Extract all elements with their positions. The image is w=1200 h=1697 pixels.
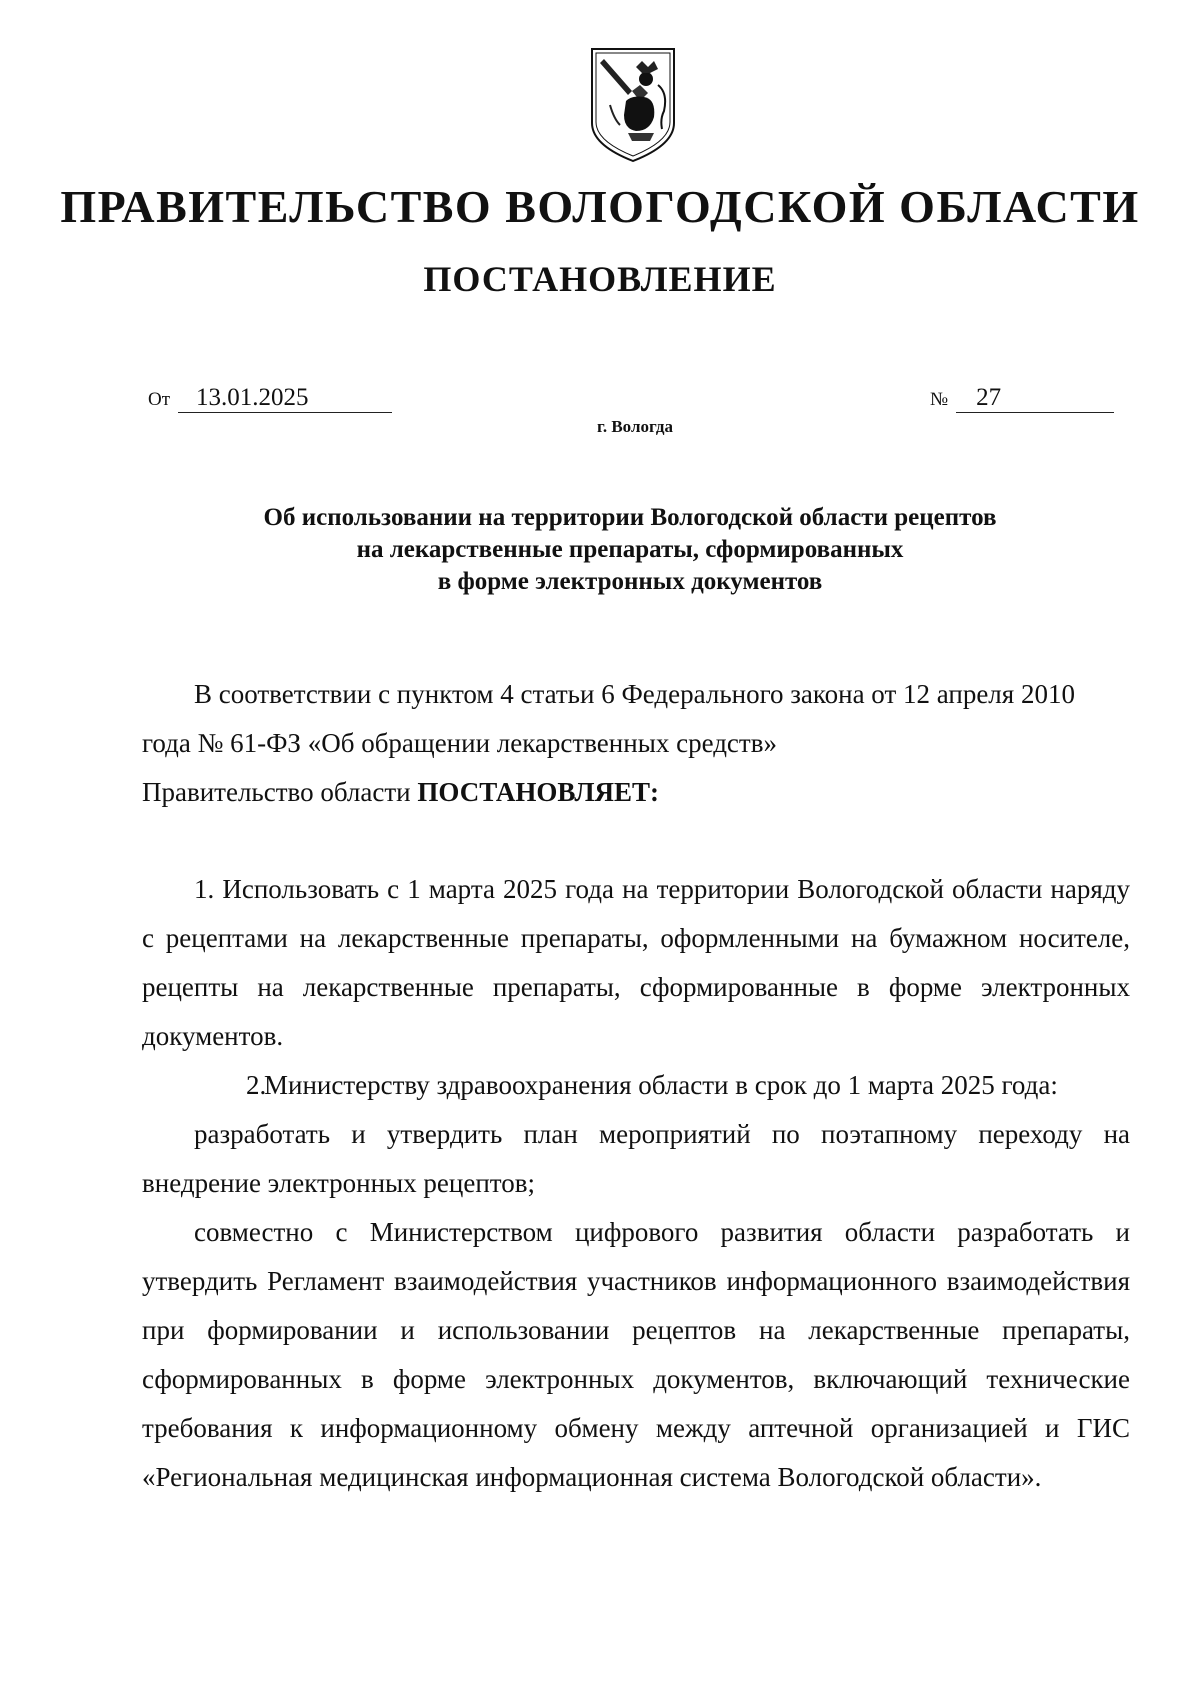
organization-title: ПРАВИТЕЛЬСТВО ВОЛОГОДСКОЙ ОБЛАСТИ <box>60 181 1140 232</box>
subject-line: на лекарственные препараты, сформированных <box>356 536 904 563</box>
date-label: От <box>148 389 171 410</box>
document-date-block <box>148 384 392 413</box>
item-2-subitem: разработать и утвердить план мероприятий по поэтапному переходу на внедрение электронных рецептов; <box>142 1119 1130 1198</box>
subject-line: в форме электронных документов <box>437 568 823 595</box>
preamble-line: года № 61-ФЗ «Об обращении лекарственных средств» <box>142 728 777 758</box>
document-city: г. Вологда <box>597 417 673 436</box>
decree-word: ПОСТАНОВЛЯЕТ: <box>417 777 659 807</box>
item-2-subitem: совместно с Министерством цифрового развития области разработать и утвердить Регламент взаимодействия участников информационного взаимодействия при формировании и использовании рецептов на лекарственные препараты, сформированных в форме электронных документов, включающий технические требования к информационному обмену между аптечной организацией и ГИС «Региональная медицинская информационная система Вологодской области». <box>142 1217 1130 1492</box>
item-2-text: Министерству здравоохранения области в срок до 1 марта 2025 года: <box>264 1070 1058 1100</box>
preamble-subject: Правительство области <box>142 777 418 807</box>
item-2 <box>142 1061 1130 1110</box>
number-label: № <box>930 389 949 410</box>
preamble-decree-line <box>142 768 1130 817</box>
preamble <box>142 670 1130 817</box>
decree-items <box>142 865 1130 1502</box>
item-2-number: 2. <box>246 1070 267 1100</box>
coat-of-arms-icon <box>588 45 678 165</box>
preamble-line: В соответствии с пунктом 4 статьи 6 Федерального закона от 12 апреля 2010 <box>194 679 1075 709</box>
document-type-title: ПОСТАНОВЛЕНИЕ <box>423 259 777 299</box>
document-subject <box>150 502 1110 598</box>
document-number-block <box>930 384 1114 413</box>
document-number: 27 <box>956 384 1114 413</box>
document-date: 13.01.2025 <box>178 384 392 413</box>
item-1: 1. Использовать с 1 марта 2025 года на территории Вологодской области наряду с рецептами на лекарственные препараты, оформленными на бумажном носителе, рецепты на лекарственные препараты, сформированные в форме электронных документов. <box>142 874 1130 1051</box>
subject-line: Об использовании на территории Вологодской области рецептов <box>263 504 997 531</box>
